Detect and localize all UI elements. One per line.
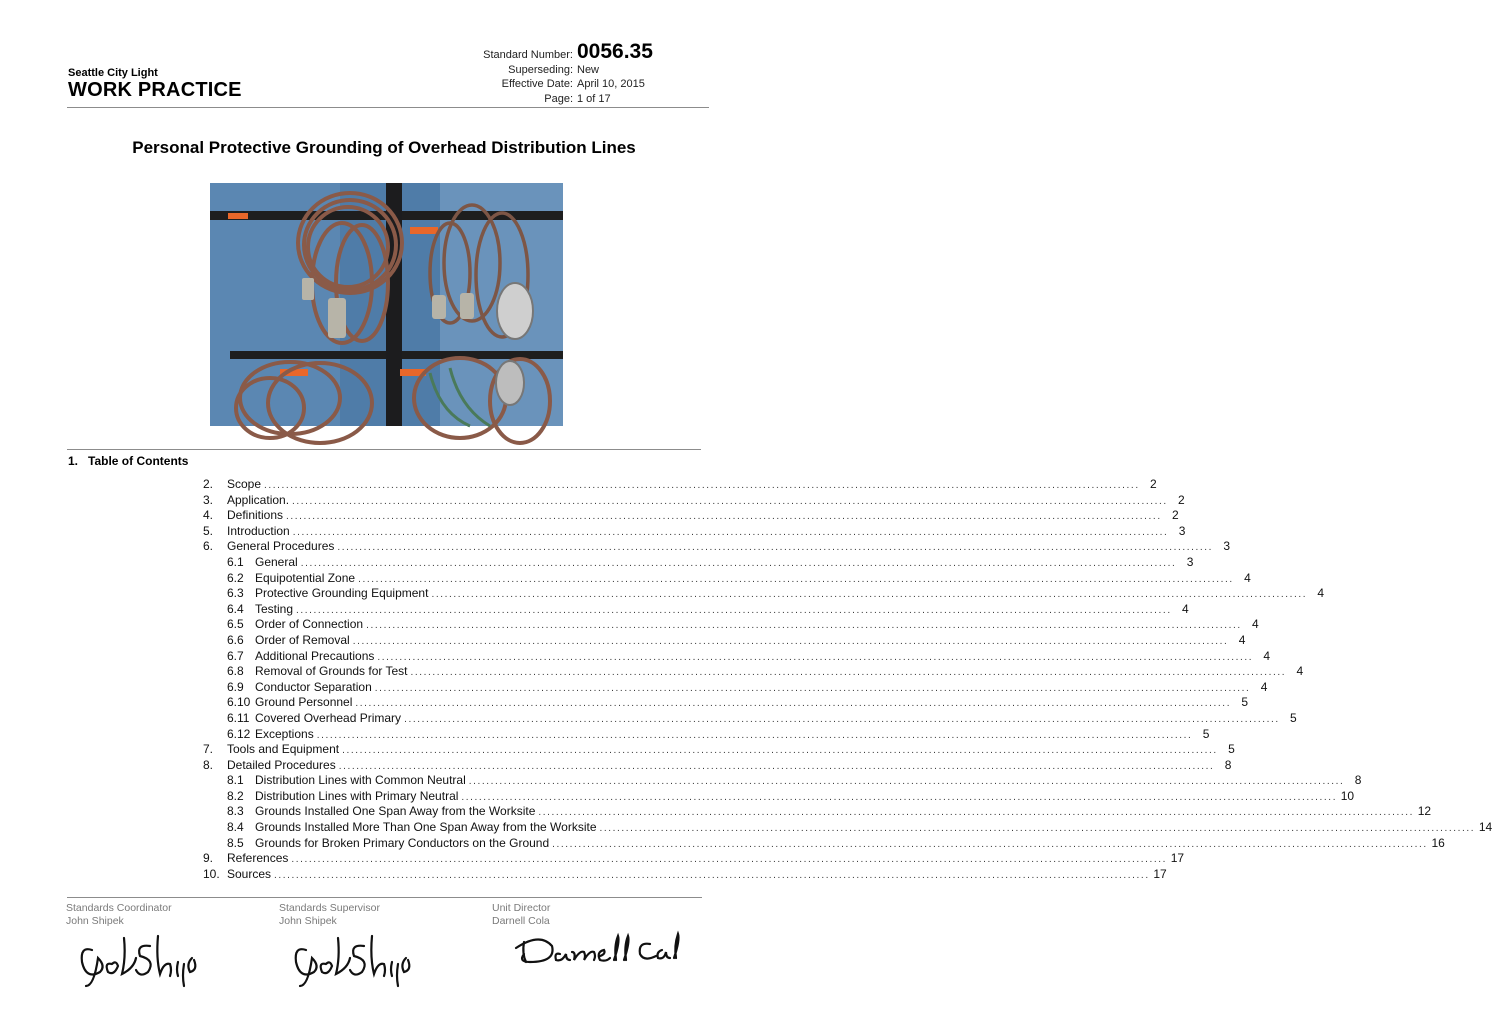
toc-entry-page: 17: [1153, 866, 1167, 881]
toc-entry[interactable]: [203, 523, 1186, 540]
signature-name: Darnell Cola: [492, 915, 550, 927]
toc-dot-leader: ........................................................................................................................................................................................................: [461, 791, 1338, 803]
toc-entry-title: Exceptions: [255, 726, 314, 741]
organization-name: Seattle City Light: [68, 67, 158, 79]
toc-dot-leader: ........................................................................................................................................................................................................: [358, 573, 1234, 585]
document-title: Personal Protective Grounding of Overhead Distribution Lines: [132, 138, 636, 157]
toc-entry-page: 4: [1260, 679, 1268, 694]
standard-number: 0056.35: [577, 40, 653, 63]
toc-entry-title: Tools and Equipment: [227, 742, 340, 757]
toc-entry[interactable]: [203, 539, 1231, 555]
toc-dot-leader: ........................................................................................................................................................................................................: [264, 480, 1140, 491]
toc-entry-number: 9.: [203, 851, 214, 866]
toc-entry-page: 4: [1244, 570, 1251, 585]
toc-entry-title: Scope: [227, 477, 262, 491]
toc-entry[interactable]: [203, 835, 1445, 852]
toc-entry-title: Ground Personnel: [255, 695, 353, 710]
toc-dot-leader: ........................................................................................................................................................................................................: [291, 854, 1168, 866]
toc-entry-page: 2: [1150, 477, 1157, 491]
toc-entry-number: 8.1: [227, 773, 244, 788]
toc-entry-number: 8.: [203, 757, 214, 772]
standard-number-label: Standard Number:: [483, 49, 573, 61]
toc-entry-number: 6.7: [227, 648, 244, 663]
toc-entry[interactable]: [203, 601, 1189, 618]
toc-entry-number: 6.2: [227, 570, 244, 585]
signature-divider: [67, 897, 702, 898]
toc-dot-leader: ........................................................................................................................................................................................................: [316, 729, 1193, 741]
toc-entry-page: 16: [1431, 835, 1445, 850]
toc-dot-leader: ........................................................................................................................................................................................................: [292, 526, 1169, 538]
toc-entry-page: 5: [1241, 695, 1249, 710]
toc-entry-page: 8: [1354, 773, 1362, 788]
toc-entry-number: 8.5: [227, 835, 244, 850]
toc-entry-page: 4: [1296, 664, 1304, 679]
toc-dot-leader: ........................................................................................................................................................................................................: [468, 776, 1345, 788]
page-number-row: [460, 93, 710, 107]
toc-entry[interactable]: [203, 757, 1232, 774]
toc-dot-leader: ........................................................................................................................................................................................................: [538, 807, 1415, 819]
toc-entry-page: 10: [1340, 788, 1355, 803]
toc-entry-number: 7.: [203, 742, 214, 757]
toc-entry-page: 2: [1178, 492, 1185, 507]
toc-entry[interactable]: [203, 851, 1185, 867]
toc-entry[interactable]: [203, 710, 1297, 727]
toc-entry[interactable]: [203, 695, 1249, 711]
toc-entry-page: 3: [1223, 539, 1231, 554]
signature-role: Standards Supervisor: [279, 902, 380, 914]
toc-entry-number: 6.: [203, 539, 214, 554]
handwritten-signature-supervisor: [288, 928, 418, 992]
toc-entry-title: Removal of Grounds for Test: [255, 664, 408, 679]
signature-name: John Shipek: [66, 915, 124, 927]
toc-dot-leader: ........................................................................................................................................................................................................: [342, 745, 1218, 757]
header-divider: [67, 107, 709, 108]
toc-entry-title: Distribution Lines with Common Neutral: [255, 773, 466, 788]
toc-entry-title: Distribution Lines with Primary Neutral: [255, 788, 459, 803]
toc-entry-number: 8.2: [227, 788, 244, 803]
toc-entry-page: 17: [1170, 851, 1185, 866]
toc-entry-number: 8.3: [227, 804, 244, 819]
toc-entry-number: 4.: [203, 508, 214, 523]
toc-dot-leader: ........................................................................................................................................................................................................: [404, 713, 1280, 725]
toc-entry[interactable]: [203, 773, 1362, 789]
toc-entry-page: 3: [1186, 554, 1194, 569]
toc-dot-leader: ........................................................................................................................................................................................................: [410, 667, 1287, 679]
toc-entry[interactable]: [203, 742, 1235, 758]
toc-entry-number: 6.11: [227, 710, 250, 725]
toc-entry-title: Conductor Separation: [255, 679, 372, 694]
toc-entry-title: General Procedures: [227, 539, 335, 554]
toc-entry-page: 4: [1263, 648, 1271, 663]
toc-entry-title: Protective Grounding Equipment: [255, 586, 429, 601]
toc-entry-page: 5: [1202, 726, 1210, 741]
toc-entry-title: Additional Precautions: [255, 648, 375, 663]
toc-entry-title: Equipotential Zone: [255, 570, 356, 585]
toc-heading: 1. Table of Contents: [68, 454, 189, 468]
standard-number-row: [460, 40, 710, 64]
signature-role: Standards Coordinator: [66, 902, 172, 914]
handwritten-signature-director: [510, 928, 690, 972]
signature-role: Unit Director: [492, 902, 551, 914]
toc-dot-leader: ........................................................................................................................................................................................................: [274, 869, 1150, 881]
toc-entry-page: 12: [1417, 804, 1432, 819]
toc-entry[interactable]: [203, 648, 1271, 665]
page-label: Page:: [544, 92, 573, 105]
superseding-value: New: [577, 64, 600, 76]
toc-entry[interactable]: [203, 632, 1246, 649]
toc-dot-leader: ........................................................................................................................................................................................................: [374, 682, 1251, 694]
toc-entry-page: 4: [1182, 601, 1189, 616]
toc-entry[interactable]: [203, 820, 1492, 836]
toc-entry-page: 5: [1228, 742, 1235, 757]
toc-entry-page: 3: [1178, 523, 1186, 538]
toc-entry-title: Detailed Procedures: [227, 757, 336, 772]
toc-entry-number: 6.6: [227, 632, 244, 647]
signature-block-coordinator: [66, 902, 172, 928]
toc-entry-title: Introduction: [227, 523, 290, 538]
toc-dot-leader: ........................................................................................................................................................................................................: [431, 589, 1308, 601]
effective-date-row: [460, 78, 710, 92]
toc-entry-number: 6.4: [227, 601, 244, 616]
toc-entry-number: 6.3: [227, 586, 244, 601]
toc-entry-number: 6.1: [227, 554, 244, 569]
toc-dot-leader: ........................................................................................................................................................................................................: [366, 620, 1242, 632]
toc-entry-number: 6.10: [227, 695, 251, 710]
toc-entry-page: 14: [1478, 820, 1492, 835]
toc-entry[interactable]: [203, 508, 1179, 524]
toc-entry-number: 8.4: [227, 820, 244, 835]
signature-block-director: [492, 902, 550, 928]
document-metadata: [460, 40, 710, 107]
toc-dot-leader: ........................................................................................................................................................................................................: [352, 635, 1229, 647]
toc-entry[interactable]: [203, 726, 1210, 743]
toc-entry-title: Testing: [255, 601, 294, 616]
toc-entry-number: 3.: [203, 492, 214, 507]
toc-entry-number: 6.5: [227, 617, 244, 632]
toc-entry[interactable]: [203, 570, 1251, 587]
toc-entry-page: 4: [1252, 617, 1259, 632]
toc-entry[interactable]: [203, 492, 1185, 509]
toc-entry[interactable]: [203, 788, 1355, 805]
toc-entry[interactable]: [203, 679, 1268, 696]
toc-entry-number: 6.8: [227, 664, 244, 679]
toc-entry-title: Order of Connection: [255, 617, 364, 632]
handwritten-signature-coordinator: [74, 928, 204, 992]
signature-name: John Shipek: [279, 915, 337, 927]
superseding-row: [460, 64, 710, 78]
effective-date-label: Effective Date:: [501, 78, 573, 91]
document-type: WORK PRACTICE: [68, 79, 242, 101]
signature-block-supervisor: [279, 902, 380, 928]
toc-dot-leader: ........................................................................................................................................................................................................: [338, 760, 1215, 772]
toc-entry-page: 2: [1172, 508, 1179, 523]
toc-dot-leader: ........................................................................................................................................................................................................: [355, 698, 1232, 710]
toc-entry-number: 6.9: [227, 679, 244, 694]
toc-entry-number: 10.: [203, 866, 220, 881]
toc-entry[interactable]: [203, 477, 1157, 493]
toc-entry-number: 5.: [203, 523, 214, 538]
superseding-label: Superseding:: [508, 64, 573, 76]
toc-entry-title: Order of Removal: [255, 632, 350, 647]
toc-entry-title: Grounds Installed One Span Away from the Worksite: [255, 804, 536, 819]
toc-entry[interactable]: [203, 804, 1432, 820]
toc-dot-leader: ........................................................................................................................................................................................................: [377, 651, 1254, 663]
toc-entry-title: Covered Overhead Primary: [255, 710, 402, 725]
toc-entry-number: 6.12: [227, 726, 251, 741]
toc-entry-title: References: [227, 851, 289, 866]
toc-entry-title: Sources: [227, 866, 272, 881]
toc-dot-leader: ........................................................................................................................................................................................................: [292, 495, 1168, 507]
toc-entry-number: 2.: [203, 477, 214, 491]
toc-dot-leader: ........................................................................................................................................................................................................: [552, 838, 1428, 850]
toc-entry[interactable]: [203, 866, 1167, 883]
toc-dot-leader: ........................................................................................................................................................................................................: [300, 557, 1177, 569]
toc-entry-title: Grounds Installed More Than One Span Away from the Worksite: [255, 820, 597, 835]
toc-entry[interactable]: [203, 664, 1304, 680]
toc-entry-page: 5: [1290, 710, 1297, 725]
effective-date: April 10, 2015: [577, 78, 645, 91]
toc-dot-leader: ........................................................................................................................................................................................................: [337, 542, 1214, 554]
page-number: 1 of 17: [577, 92, 611, 105]
toc-entry[interactable]: [203, 586, 1325, 602]
toc-entry[interactable]: [203, 617, 1259, 633]
toc-dot-leader: ........................................................................................................................................................................................................: [286, 511, 1162, 523]
toc-dot-leader: ........................................................................................................................................................................................................: [296, 604, 1172, 616]
toc-entry-page: 4: [1238, 632, 1246, 647]
toc-entry-page: 8: [1224, 757, 1232, 772]
toc-entry-title: Definitions: [227, 508, 284, 523]
toc-entry[interactable]: [203, 554, 1194, 571]
toc-entry-title: Grounds for Broken Primary Conductors on the Ground: [255, 835, 550, 850]
grounding-equipment-photo: [210, 183, 563, 426]
table-of-contents: [203, 477, 1492, 882]
toc-top-divider: [67, 449, 701, 450]
toc-entry-page: 4: [1317, 586, 1325, 601]
toc-entry-title: General: [255, 554, 298, 569]
toc-dot-leader: ........................................................................................................................................................................................................: [599, 823, 1476, 835]
toc-entry-title: Application.: [227, 492, 290, 507]
